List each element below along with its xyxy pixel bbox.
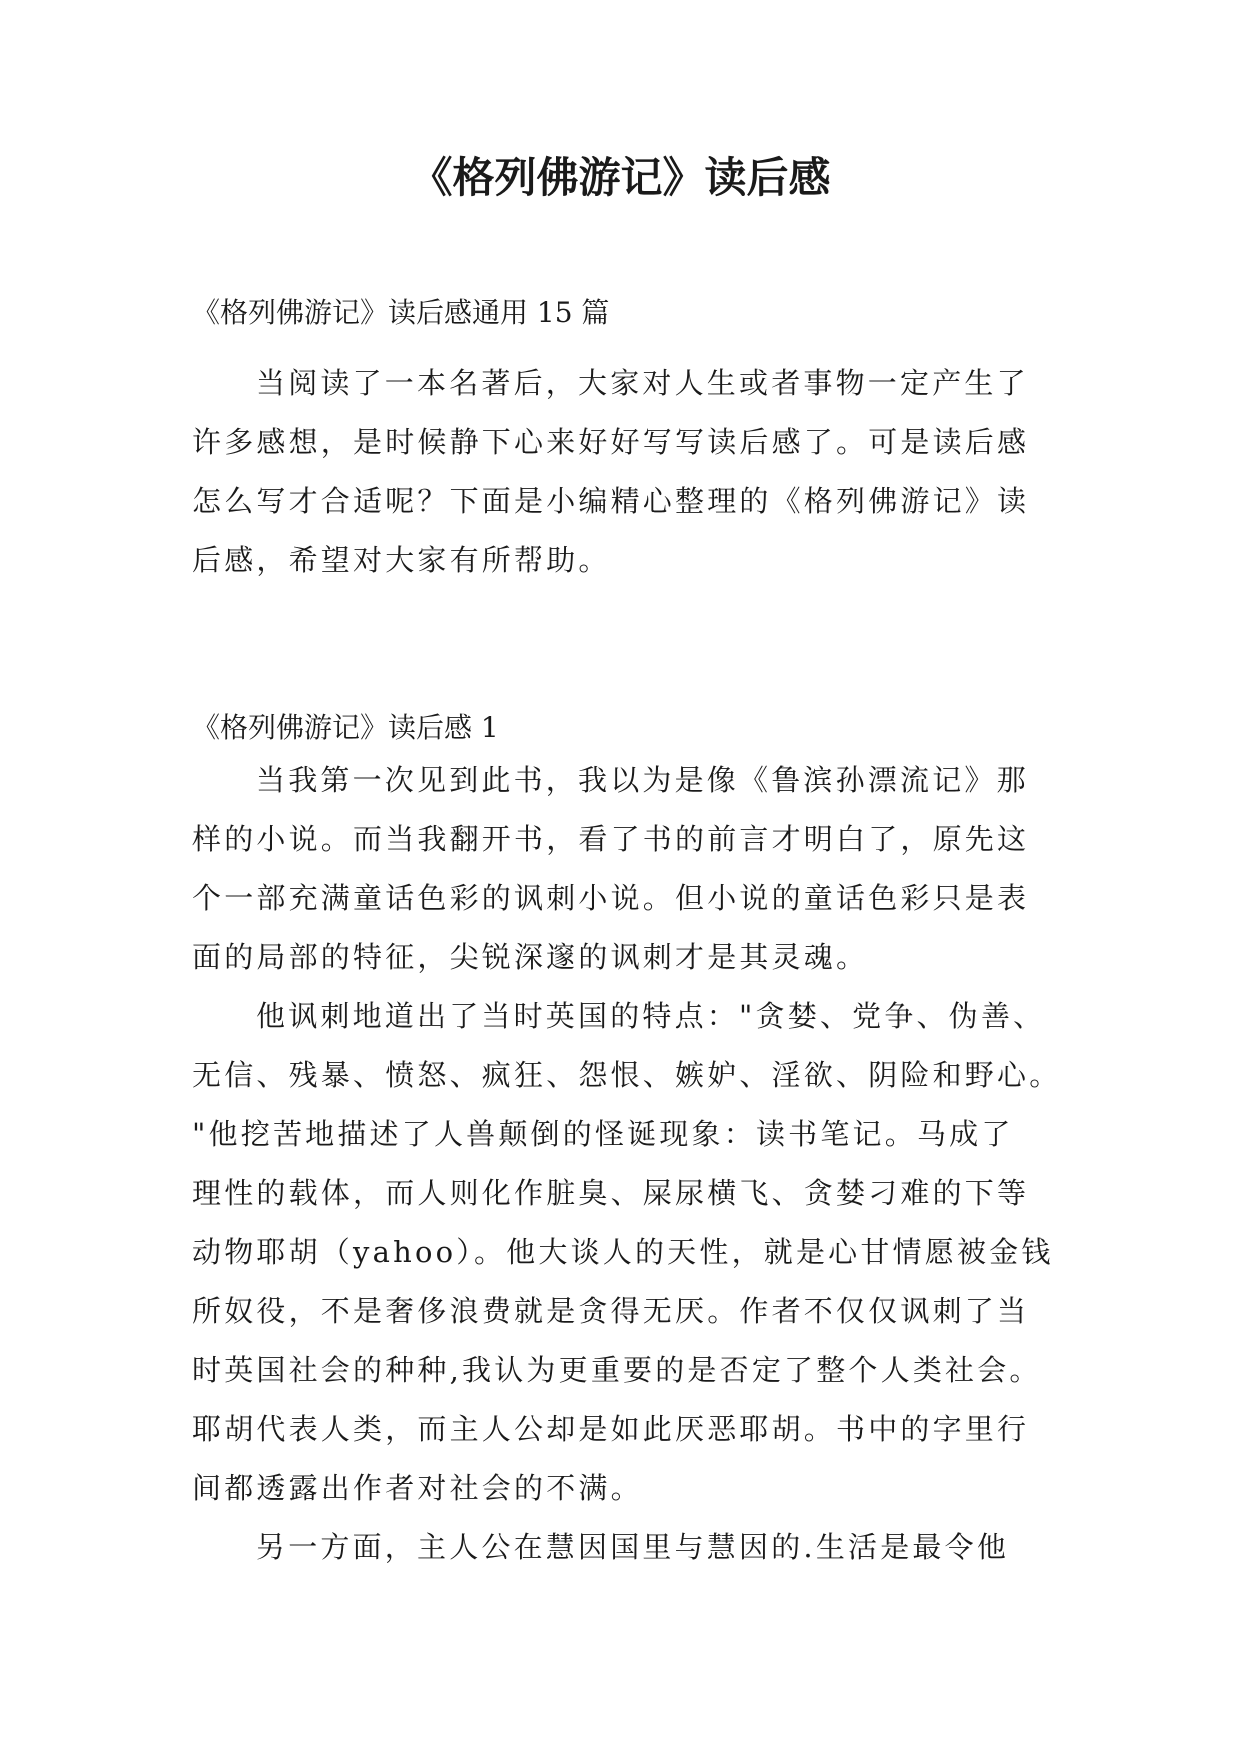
paragraph-line: 间都透露出作者对社会的不满。 bbox=[192, 1471, 643, 1505]
paragraph-3 bbox=[192, 1518, 1062, 1577]
paragraph-line: 无信、残暴、愤怒、疯狂、怨恨、嫉妒、淫欲、阴险和野心。 bbox=[192, 1058, 1062, 1092]
document-title: 《格列佛游记》读后感 bbox=[410, 153, 831, 202]
paragraph-line: 动物耶胡（yahoo）。他大谈人的天性，就是心甘情愿被金钱 bbox=[192, 1235, 1054, 1269]
paragraph-line: 面的局部的特征，尖锐深邃的讽刺才是其灵魂。 bbox=[192, 940, 869, 974]
intro-line: 后感，希望对大家有所帮助。 bbox=[192, 543, 611, 577]
paragraph-line: 样的小说。而当我翻开书，看了书的前言才明白了，原先这 bbox=[192, 822, 1030, 856]
paragraph-line: 理性的载体，而人则化作脏臭、屎尿横飞、贪婪刁难的下等 bbox=[192, 1176, 1030, 1210]
paragraph-line: 时英国社会的种种,我认为更重要的是否定了整个人类社会。 bbox=[192, 1353, 1042, 1387]
intro-line: 怎么写才合适呢？下面是小编精心整理的《格列佛游记》读 bbox=[192, 484, 1030, 518]
paragraph-line: 耶胡代表人类，而主人公却是如此厌恶耶胡。书中的字里行 bbox=[192, 1412, 1030, 1446]
document-subtitle: 《格列佛游记》读后感通用 15 篇 bbox=[192, 296, 610, 329]
intro-line: 当阅读了一本名著后，大家对人生或者事物一定产生了 bbox=[256, 366, 1029, 400]
paragraph-line: 当我第一次见到此书，我以为是像《鲁滨孙漂流记》那 bbox=[256, 763, 1029, 797]
paragraph-line: 他讽刺地道出了当时英国的特点："贪婪、党争、伪善、 bbox=[256, 999, 1046, 1033]
paragraph-1 bbox=[192, 751, 1062, 987]
paragraph-line: 个一部充满童话色彩的讽刺小说。但小说的童话色彩只是表 bbox=[192, 881, 1030, 915]
paragraph-line: "他挖苦地描述了人兽颠倒的怪诞现象：读书笔记。马成了 bbox=[192, 1117, 1014, 1151]
paragraph-line: 另一方面，主人公在慧因国里与慧因的.生活是最令他 bbox=[256, 1530, 1010, 1564]
paragraph-2 bbox=[192, 987, 1062, 1518]
intro-line: 许多感想，是时候静下心来好好写写读后感了。可是读后感 bbox=[192, 425, 1030, 459]
intro-paragraph bbox=[192, 354, 1062, 590]
section-heading: 《格列佛游记》读后感 1 bbox=[192, 711, 499, 744]
paragraph-line: 所奴役，不是奢侈浪费就是贪得无厌。作者不仅仅讽刺了当 bbox=[192, 1294, 1030, 1328]
